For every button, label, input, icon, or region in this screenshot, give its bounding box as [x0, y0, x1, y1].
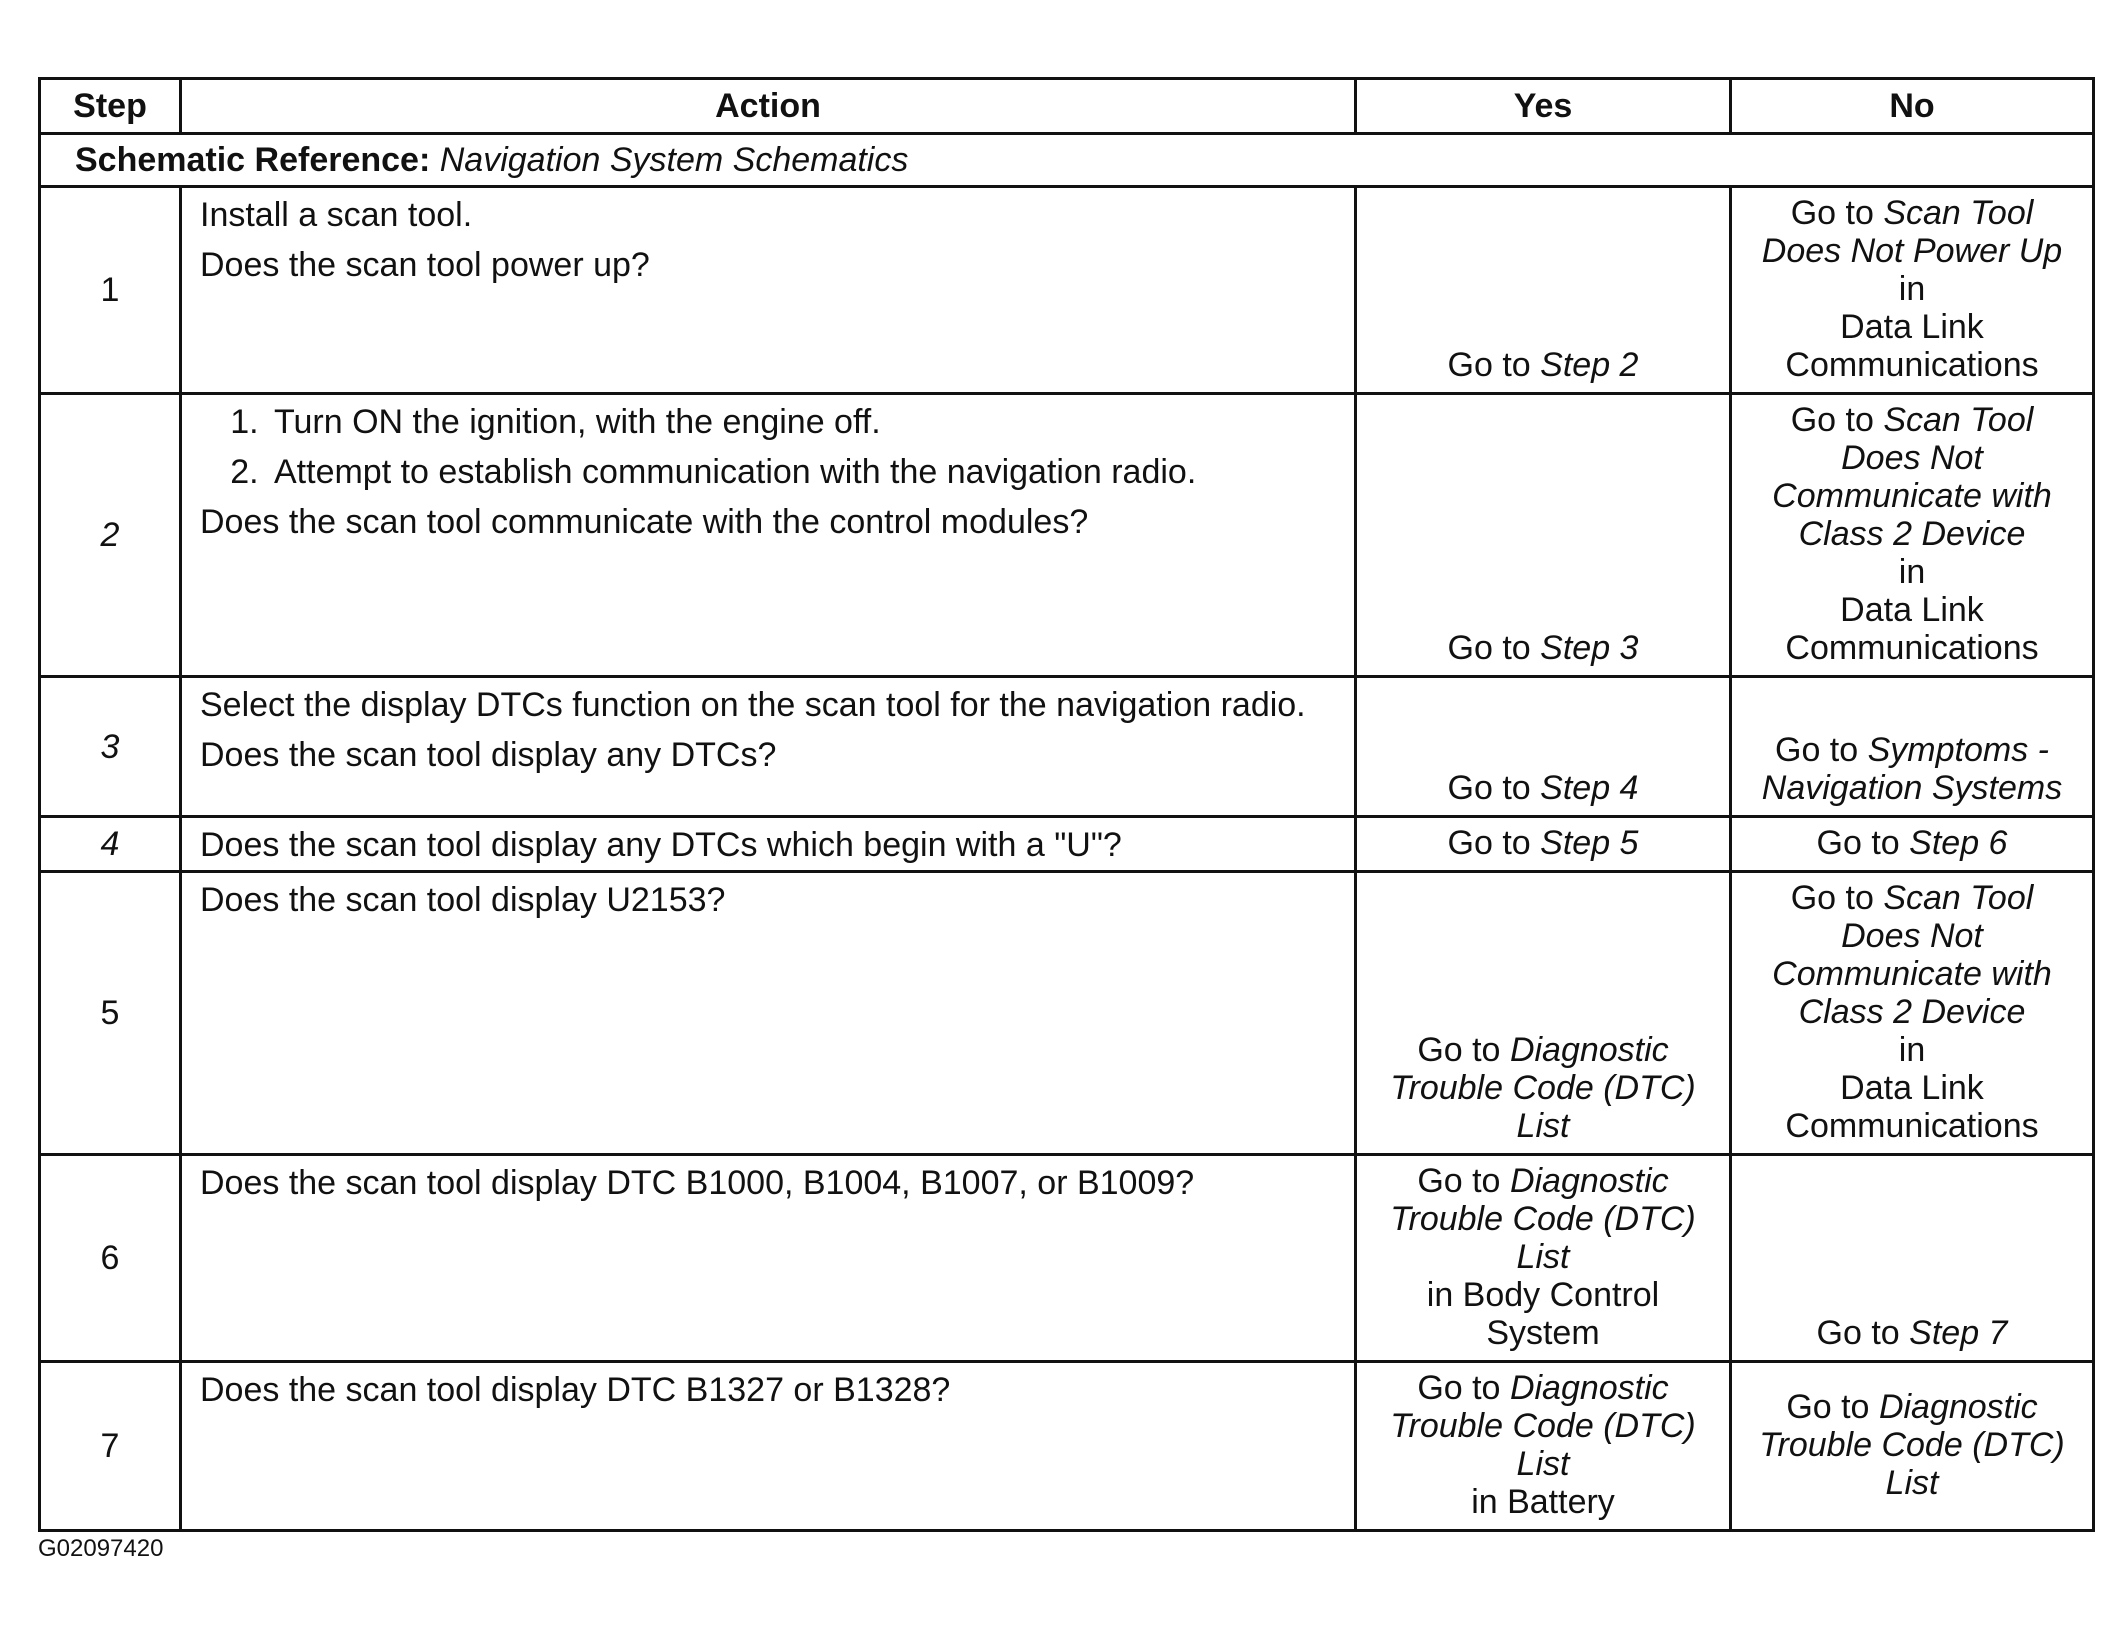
action-list-item: 2. Attempt to establish communication with the navigation radio.: [268, 453, 1338, 491]
no-go-to: [1738, 1388, 2086, 1426]
yes-go-to: [1363, 1369, 1723, 1407]
no-cell: [1731, 817, 2094, 872]
table-row: [40, 817, 2094, 872]
yes-prefix: Go to: [1447, 629, 1531, 667]
no-section-line: Communications: [1785, 629, 2039, 667]
action-cell: [181, 817, 1356, 872]
no-link-line[interactable]: Class 2 Device: [1798, 993, 2026, 1031]
action-question: Does the scan tool display DTC B1000, B1004, B1007, or B1009?: [200, 1164, 1195, 1202]
yes-link-line[interactable]: Trouble Code (DTC): [1390, 1069, 1696, 1107]
action-cell: [181, 1155, 1356, 1362]
no-go-to: [1738, 1314, 2086, 1352]
no-in: in: [1898, 1031, 1926, 1069]
no-go-to: [1738, 879, 2086, 917]
header-yes: Yes: [1356, 79, 1731, 134]
yes-link-line[interactable]: List: [1516, 1107, 1570, 1145]
no-link-line[interactable]: Trouble Code (DTC): [1759, 1426, 2065, 1464]
figure-id: G02097420: [38, 1535, 164, 1562]
step-number: 3: [40, 677, 181, 817]
step-number: 1: [40, 187, 181, 394]
yes-go-to: [1363, 1031, 1723, 1069]
no-link-line[interactable]: Symptoms -: [1867, 731, 2049, 769]
yes-link-line[interactable]: Trouble Code (DTC): [1390, 1200, 1696, 1238]
no-cell: [1731, 872, 2094, 1155]
yes-prefix: Go to: [1447, 769, 1531, 807]
table-row: [40, 872, 2094, 1155]
yes-go-to: [1363, 1162, 1723, 1200]
header-no: No: [1731, 79, 2094, 134]
yes-go-to: [1363, 769, 1723, 807]
no-link-line[interactable]: Does Not: [1841, 917, 1983, 955]
no-section-line: Communications: [1785, 1107, 2039, 1145]
step-number: 7: [40, 1362, 181, 1531]
no-cell: [1731, 394, 2094, 677]
no-prefix: Go to: [1816, 824, 1900, 862]
step-number: 5: [40, 872, 181, 1155]
no-link-line[interactable]: Does Not Power Up: [1761, 232, 2063, 270]
yes-go-to: [1363, 824, 1723, 862]
action-question: Does the scan tool display U2153?: [200, 881, 726, 919]
no-link-line[interactable]: Communicate with: [1772, 477, 2052, 515]
yes-link[interactable]: Step 2: [1540, 346, 1639, 384]
step-number: 2: [40, 394, 181, 677]
no-prefix: Go to: [1816, 1314, 1900, 1352]
no-section-line: Communications: [1785, 346, 2039, 384]
no-section-line: Data Link: [1840, 1069, 1984, 1107]
yes-prefix: Go to: [1417, 1162, 1501, 1200]
no-go-to: [1738, 194, 2086, 232]
header-action: Action: [181, 79, 1356, 134]
action-instruction: Select the display DTCs function on the scan tool for the navigation radio.: [200, 686, 1306, 724]
action-question: Does the scan tool display DTC B1327 or B1328?: [200, 1371, 951, 1409]
action-cell: [181, 872, 1356, 1155]
yes-cell: [1356, 1155, 1731, 1362]
step-number: 6: [40, 1155, 181, 1362]
reference-row: [40, 134, 2094, 187]
yes-link-line[interactable]: Diagnostic: [1509, 1031, 1669, 1069]
no-section-line: Data Link: [1840, 308, 1984, 346]
step-number: 4: [40, 817, 181, 872]
yes-prefix: Go to: [1417, 1031, 1501, 1069]
action-instruction: Install a scan tool.: [200, 196, 473, 234]
reference-link[interactable]: Navigation System Schematics: [439, 141, 909, 179]
no-go-to: [1738, 731, 2086, 769]
action-question: Does the scan tool display any DTCs which begin with a "U"?: [200, 826, 1122, 864]
header-step: Step: [40, 79, 181, 134]
yes-cell: [1356, 872, 1731, 1155]
no-link-line[interactable]: Communicate with: [1772, 955, 2052, 993]
header-row: [40, 79, 2094, 134]
yes-section-line: System: [1486, 1314, 1600, 1352]
no-link[interactable]: Step 7: [1909, 1314, 2008, 1352]
yes-cell: [1356, 677, 1731, 817]
yes-link[interactable]: Step 4: [1540, 769, 1639, 807]
no-go-to: [1738, 401, 2086, 439]
yes-link-line[interactable]: List: [1516, 1445, 1570, 1483]
action-question: Does the scan tool display any DTCs?: [200, 736, 777, 774]
table-row: [40, 1155, 2094, 1362]
no-link-line[interactable]: List: [1885, 1464, 1939, 1502]
yes-link[interactable]: Step 3: [1540, 629, 1639, 667]
no-cell: [1731, 187, 2094, 394]
yes-link[interactable]: Step 5: [1540, 824, 1639, 862]
no-prefix: Go to: [1775, 731, 1859, 769]
yes-go-to: [1363, 629, 1723, 667]
yes-link-line[interactable]: Diagnostic: [1509, 1369, 1669, 1407]
table-row: [40, 1362, 2094, 1531]
no-prefix: Go to: [1790, 194, 1874, 232]
no-link[interactable]: Step 6: [1909, 824, 2008, 862]
diagnostic-table: [38, 77, 2095, 1532]
action-question: Does the scan tool power up?: [200, 246, 650, 284]
no-link-line[interactable]: Scan Tool: [1883, 194, 2034, 232]
table-row: [40, 677, 2094, 817]
yes-prefix: Go to: [1447, 346, 1531, 384]
table-row: [40, 394, 2094, 677]
no-cell: [1731, 1155, 2094, 1362]
no-link-line[interactable]: Scan Tool: [1883, 401, 2034, 439]
yes-section-line: in Body Control: [1426, 1276, 1660, 1314]
no-link-line[interactable]: Does Not: [1841, 439, 1983, 477]
yes-prefix: Go to: [1417, 1369, 1501, 1407]
yes-link-line[interactable]: List: [1516, 1238, 1570, 1276]
yes-section-line: in Battery: [1471, 1483, 1615, 1521]
no-prefix: Go to: [1786, 1388, 1870, 1426]
no-prefix: Go to: [1790, 401, 1874, 439]
no-in: in: [1898, 553, 1926, 591]
no-link-line[interactable]: Diagnostic: [1878, 1388, 2038, 1426]
action-cell: [181, 394, 1356, 677]
reference-label: Schematic Reference:: [75, 141, 431, 179]
no-go-to: [1738, 824, 2086, 862]
action-cell: [181, 187, 1356, 394]
no-link-line[interactable]: Navigation Systems: [1761, 769, 2063, 807]
no-link-line[interactable]: Class 2 Device: [1798, 515, 2026, 553]
action-list: [200, 403, 1338, 491]
yes-link-line[interactable]: Diagnostic: [1509, 1162, 1669, 1200]
yes-link-line[interactable]: Trouble Code (DTC): [1390, 1407, 1696, 1445]
action-question: Does the scan tool communicate with the control modules?: [200, 503, 1089, 541]
yes-go-to: [1363, 346, 1723, 384]
action-cell: [181, 677, 1356, 817]
table-row: [40, 187, 2094, 394]
no-in: in: [1898, 270, 1926, 308]
yes-cell: [1356, 817, 1731, 872]
schematic-reference: [40, 134, 2094, 187]
action-list-item: 1. Turn ON the ignition, with the engine off.: [268, 403, 1338, 441]
no-cell: [1731, 1362, 2094, 1531]
yes-cell: [1356, 1362, 1731, 1531]
yes-cell: [1356, 394, 1731, 677]
yes-prefix: Go to: [1447, 824, 1531, 862]
no-prefix: Go to: [1790, 879, 1874, 917]
action-cell: [181, 1362, 1356, 1531]
no-cell: [1731, 677, 2094, 817]
yes-cell: [1356, 187, 1731, 394]
no-link-line[interactable]: Scan Tool: [1883, 879, 2034, 917]
no-section-line: Data Link: [1840, 591, 1984, 629]
